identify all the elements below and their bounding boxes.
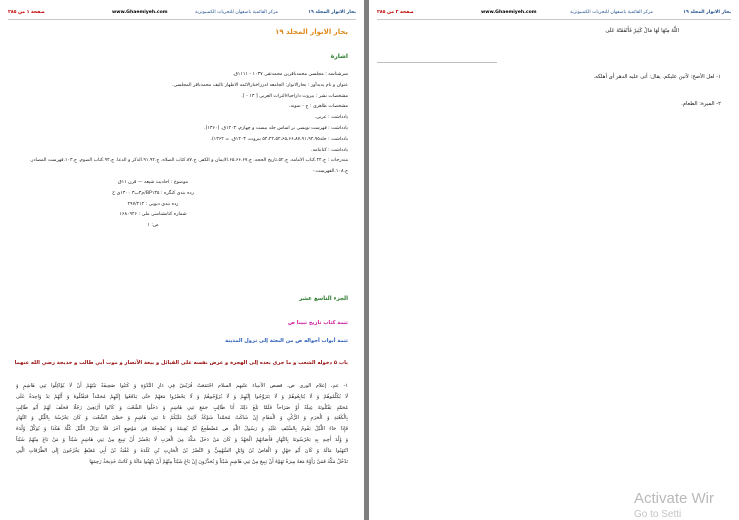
meta-line: سرشناسه : مجلسی محمدباقربن محمدتقی ۱۰۳۷ - ۱۱۱۱ق. <box>232 72 348 77</box>
continued-text: اللَّهُ مِنْهَا لَهَا مَالٌ كَثِيرٌ فَأَنْفَقَتْهُ عَلَى <box>605 28 679 34</box>
header-book-title: بحار الانوار المجلد ۱۹ <box>683 10 731 15</box>
hadith-text <box>16 381 348 467</box>
meta-line: یادداشت : فهرست نویسی بر اساس جلد بیست و چهارم، ۱۴۰۳ق. [۱۳۶۰]. <box>204 125 348 131</box>
meta-line: مشخصات ظاهری : ج - نمونه. <box>288 104 348 110</box>
footnote-separator <box>377 62 497 63</box>
text-line: تَدْخُلُ مَكَّةَ فَمَنْ رَأَوْهُ مَعَهُ مِيرَةٌ نَهَوْهُ أَنْ يَبِيعَ مِنْ بَنِي هَاشِمٍ شَيْئاً وَ يُحَذِّرُونَ إِنْ بَاعَ شَيْئاً مِنْهُمْ أَنْ يَنْهَبُوا مَالَهُ وَ كَانَتْ خَدِيجَةُ رَحِمَهَا <box>89 458 348 465</box>
text-line: لَا يُكَلِّمُوهُمْ وَ لَا يُبَايِعُوهُمْ وَ لَا يَتَزَوَّجُوا إِلَيْهِمْ وَ لَا يُزَوِّجُوهُمْ وَ لَا يَحْضُرُوا مَعَهُمْ حَتَّى يَدْفَعُوا إِلَيْهِمْ مُحَمَّداً فَيَقْتُلُوهُ وَ أَنَّهُمْ يَدٌ وَاحِدَةٌ عَلَى <box>16 393 348 400</box>
text-line: انْتَهَبُوا مَالَهُ وَ كَانَ أَبُو جَهْلٍ وَ الْعَاصُ بْنُ وَائِلٍ السَّهْمِيُّ وَ النَّضْرُ بْنُ الْحَارِثِ بْنِ كَلَدَةَ وَ عُقْبَةُ بْنُ أَبِي مُعَيْطٍ يَخْرُجُونَ إِلَى الطُّرُقَاتِ الَّتِي <box>16 447 348 454</box>
header-page-number: صفحة ۱ من ۲۸۵ <box>8 10 45 15</box>
part-heading: الجزء التاسع عشر <box>299 296 348 302</box>
text-line: ۱- عم، إعلام الورى ص، قصص الأنبياء عليهم السلام اجْتَمَعَتْ قُرَيْشٌ فِي دَارِ النَّدْوَةِ وَ كَتَبُوا صَحِيفَةً بَيْنَهُمْ أَنْ لَا يُؤَاكِلُوا بَنِي هَاشِمٍ وَ <box>16 383 348 389</box>
meta-line: شماره کتابشناسی ملی : ۱۶۸۰۹۴۶ <box>119 212 187 218</box>
meta-line: عنوان و نام پدیدآور : بحارالانوار: الجامعه لدرراخبارالائمه الاطهار تالیف محمدباقر المجلسی. <box>171 82 348 88</box>
meta-line: رده بندی کنگره : BP۱۳۵/م۳ب۳ ۱۳۰۰ی ح <box>112 190 194 196</box>
header-publisher: مركز القائمية باصفهان للتحريات الكمبيوترية <box>195 10 278 15</box>
meta-line: مندرجات : ج.۲۴.کتاب الامامه. ج.۵۲.تاریخ الحجه. ج.۶۵.۶۶.۶۷.الایمان و الکفر. ج.۸۷.کتاب الصلاه. ج.۹۱.۹۲.الذکر و الدعا. ج.۹۴.کتاب الصوم. ج.۱۰۳.فهرست المصادر. ج.۱۰۸.الفهرست.- <box>29 158 348 175</box>
footnote-2: ۲- الميرة: الطعام. <box>681 101 721 107</box>
meta-line: مشخصات نشر : بیروت داراحیاءالتراث العربی [ ۱۳ - ]. <box>241 93 348 99</box>
meta-line: ص: ۱ <box>147 223 159 229</box>
header-site-link[interactable]: www.Ghaemiyeh.com <box>112 10 168 15</box>
text-line: فَإِذَا جَاءَ اللَّيْلُ يَقُومُ بِالسَّيْفِ عَلَيْهِ وَ رَسُولُ اللَّهِ ص مُضْطَجِعٌ ثُمَّ يُقِيمُهُ وَ يُضْجِعُهُ فِي مَوْضِعٍ آخَرَ فَلَا يَزَالُ اللَّيْلَ كُلَّهُ هَكَذَا وَ يُوَكِّلُ وُلْدَهُ <box>16 426 348 433</box>
meta-line: یادداشت : کتابنامه. <box>310 147 348 153</box>
header-site-link[interactable]: www.Ghaemiyeh.com <box>481 10 537 15</box>
section-heading: اشارة <box>330 53 348 60</box>
activation-watermark: Activate Wir <box>634 490 715 507</box>
header-book-title: بحار الانوار المجلد ۱۹ <box>308 10 356 15</box>
right-page <box>369 0 739 520</box>
meta-line: یادداشت : عربی. <box>314 115 348 121</box>
meta-line: یادداشت : جلد۵۴،۲۴،۵۲،۶۵،۶۶،۸۷،۹۱،۹۴،۹۵ بیروت، ۱۴۰۳ق. = ۱۳۶۲). <box>210 136 348 142</box>
chapter-group-subheading: تتمة أبواب أحواله ص من البعثة إلى نزول المدينة <box>225 338 348 344</box>
text-line: بِالْكَعْبَةِ وَ الْحَرَمِ وَ الرُّكْنِ وَ الْمَقَامِ إِنْ شَاكَتْ مُحَمَّداً شَوْكَةٌ لَآتِيَنَّ عَلَيْكُمْ يَا بَنِي هَاشِمٍ وَ حَصَّنَ الشِّعْبَ وَ كَانَ يَحْرُسُهُ بِاللَّيْلِ وَ النَّهَارِ <box>16 415 348 422</box>
header-page-number: صفحة ۲ من ۲۸۵ <box>377 10 414 15</box>
chapter-heading: باب ۵ دخوله الشعب و ما جرى بعده إلى الهجرة و عرض نفسه على القبائل و بيعة الأنصار و موت أبي طالب و خديجة رضي الله عنهما <box>14 360 348 366</box>
bibliographic-record <box>18 70 348 232</box>
page-header <box>8 7 356 20</box>
document-title: بحار الانوار المجلد ۱۹ <box>275 28 348 36</box>
header-publisher: مركز القائمية باصفهان للتحريات الكمبيوترية <box>570 10 653 15</box>
footnote-1: ۱- لعل الأصح: لآتين عليكم. يقال: أتى عليه الدهر أى أهلكه. <box>593 74 721 80</box>
book-subheading: تتمة كتاب تاريخ نبينا ص <box>287 320 348 326</box>
activation-watermark-sub: Go to Setti <box>634 509 682 520</box>
meta-line: موضوع : احادیث شیعه — قرن ۱۱ق <box>117 179 189 185</box>
text-line: وَ وُلْدَ أَخِيهِ بِهِ يَحْرُسُونَهُ بِالنَّهَارِ فَأَصَابَهُمُ الْجَهْدُ وَ كَانَ مَنْ دَخَلَ مَكَّةَ مِنَ الْعَرَبِ لَا يَجْسُرُ أَنْ يَبِيعَ مِنْ بَنِي هَاشِمٍ شَيْئاً وَ مَنْ بَاعَ مِنْهُمْ شَيْئاً <box>16 436 348 443</box>
left-page <box>0 0 364 520</box>
meta-line: رده بندی دیویی : ۲۹۷/۲۱۲ <box>127 201 179 207</box>
page-header <box>377 7 731 20</box>
text-line: مُحَمَّدٍ يَقْتُلُونَهُ غِيلَةً أَوْ صَرَاحاً فَلَمَّا بَلَغَ ذَلِكَ أَبَا طَالِبٍ جَمَعَ بَنِي هَاشِمٍ وَ دَخَلُوا الشِّعْبَ وَ كَانُوا أَرْبَعِينَ رَجُلًا فَحَلَفَ لَهُمْ أَبُو طَالِبٍ <box>16 404 348 411</box>
